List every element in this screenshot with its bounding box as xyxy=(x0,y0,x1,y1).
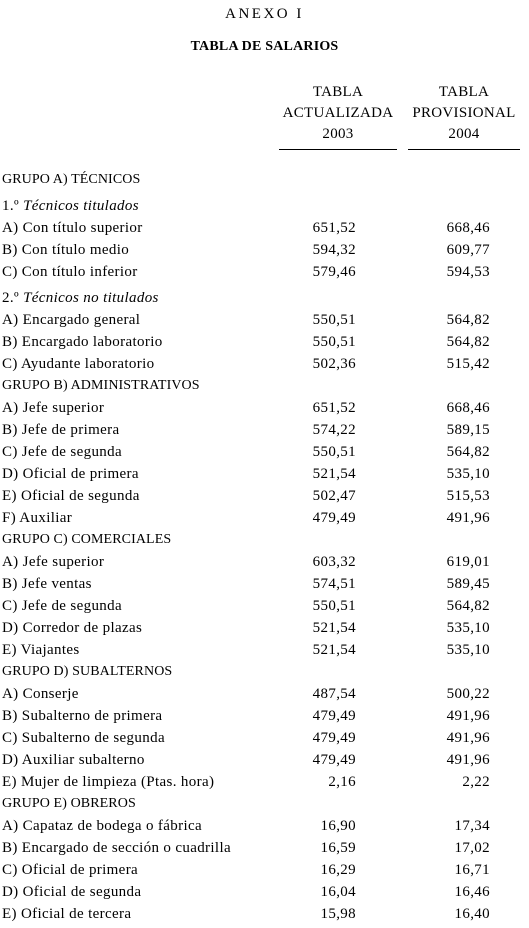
salary-2003: 2,16 xyxy=(328,774,356,790)
salary-2004: 17,34 xyxy=(454,818,490,834)
salary-2003: 603,32 xyxy=(312,554,356,570)
subgroup-title: Técnicos no titulados xyxy=(23,290,159,306)
category-label: C) Jefe de segunda xyxy=(2,444,123,460)
salary-2004: 564,82 xyxy=(446,598,490,614)
group-heading xyxy=(0,375,529,397)
column-header-line: PROVISIONAL xyxy=(412,105,516,121)
salary-2003: 521,54 xyxy=(312,466,356,482)
category-label: C) Ayudante laboratorio xyxy=(2,356,155,372)
subgroup-number: 2.º xyxy=(2,290,24,306)
salary-2003: 16,04 xyxy=(320,884,356,900)
table-row xyxy=(0,485,529,507)
category-label: B) Subalterno de primera xyxy=(2,708,163,724)
table-row xyxy=(0,683,529,705)
group-heading xyxy=(0,793,529,815)
salary-2004: 515,53 xyxy=(446,488,490,504)
table-row xyxy=(0,617,529,639)
category-label: E) Mujer de limpieza (Ptas. hora) xyxy=(2,774,215,790)
salary-2004: 16,40 xyxy=(454,906,490,922)
category-label: B) Encargado de sección o cuadrilla xyxy=(2,840,231,856)
column-header-line: TABLA xyxy=(312,84,364,100)
salary-2003: 502,36 xyxy=(312,356,356,372)
column-underline xyxy=(408,149,520,150)
table-row xyxy=(0,881,529,903)
salary-2004: 535,10 xyxy=(446,466,490,482)
salary-2003: 550,51 xyxy=(312,598,356,614)
salary-2003: 651,52 xyxy=(312,400,356,416)
table-row xyxy=(0,639,529,661)
salary-2004: 491,96 xyxy=(446,708,490,724)
table-row xyxy=(0,727,529,749)
salary-2004: 564,82 xyxy=(446,312,490,328)
salary-2003: 521,54 xyxy=(312,620,356,636)
salary-2004: 491,96 xyxy=(446,730,490,746)
salary-2004: 17,02 xyxy=(454,840,490,856)
category-label: D) Oficial de primera xyxy=(2,466,139,482)
category-label: A) Con título superior xyxy=(2,220,143,236)
group-label: GRUPO B) ADMINISTRATIVOS xyxy=(2,378,200,393)
group-label: GRUPO A) TÉCNICOS xyxy=(2,172,141,187)
table-row xyxy=(0,463,529,485)
salary-2003: 487,54 xyxy=(312,686,356,702)
salary-2003: 550,51 xyxy=(312,444,356,460)
table-row xyxy=(0,749,529,771)
category-label: D) Oficial de segunda xyxy=(2,884,142,900)
salary-2004: 619,01 xyxy=(446,554,490,570)
category-label: D) Auxiliar subalterno xyxy=(2,752,145,768)
column-header-2003 xyxy=(279,82,397,150)
salary-2003: 16,29 xyxy=(320,862,356,878)
table-row xyxy=(0,595,529,617)
subgroup-heading xyxy=(0,195,529,217)
salary-2004: 564,82 xyxy=(446,334,490,350)
category-label: B) Jefe ventas xyxy=(2,576,92,592)
category-label: C) Con título inferior xyxy=(2,264,138,280)
table-row xyxy=(0,309,529,331)
table-row xyxy=(0,507,529,529)
table-row xyxy=(0,815,529,837)
subgroup-label xyxy=(2,287,159,309)
table-title: TABLA DE SALARIOS xyxy=(190,39,339,54)
group-label: GRUPO E) OBREROS xyxy=(2,796,136,811)
salary-2003: 579,46 xyxy=(312,264,356,280)
salary-2003: 16,90 xyxy=(320,818,356,834)
category-label: E) Viajantes xyxy=(2,642,80,658)
salary-2003: 594,32 xyxy=(312,242,356,258)
column-header-line: TABLA xyxy=(438,84,490,100)
group-heading xyxy=(0,661,529,683)
salary-2004: 668,46 xyxy=(446,400,490,416)
category-label: C) Oficial de primera xyxy=(2,862,139,878)
salary-2004: 535,10 xyxy=(446,642,490,658)
table-row xyxy=(0,217,529,239)
table-row xyxy=(0,353,529,375)
salary-2003: 479,49 xyxy=(312,752,356,768)
salary-2004: 564,82 xyxy=(446,444,490,460)
salary-2004: 589,15 xyxy=(446,422,490,438)
category-label: A) Conserje xyxy=(2,686,79,702)
column-header-2004 xyxy=(408,82,520,150)
salary-2004: 2,22 xyxy=(462,774,490,790)
category-label: C) Subalterno de segunda xyxy=(2,730,165,746)
category-label: A) Encargado general xyxy=(2,312,141,328)
salary-2003: 574,51 xyxy=(312,576,356,592)
salary-2003: 651,52 xyxy=(312,220,356,236)
salary-2003: 16,59 xyxy=(320,840,356,856)
table-row xyxy=(0,261,529,283)
salary-2003: 479,49 xyxy=(312,510,356,526)
table-row xyxy=(0,331,529,353)
column-header-line: 2004 xyxy=(448,126,480,142)
salary-2003: 502,47 xyxy=(312,488,356,504)
category-label: E) Oficial de tercera xyxy=(2,906,132,922)
salary-2004: 609,77 xyxy=(446,242,490,258)
category-label: A) Jefe superior xyxy=(2,554,105,570)
salary-2004: 16,71 xyxy=(454,862,490,878)
salary-2004: 668,46 xyxy=(446,220,490,236)
table-row xyxy=(0,903,529,925)
table-row xyxy=(0,419,529,441)
salary-2003: 550,51 xyxy=(312,334,356,350)
column-header-line: ACTUALIZADA xyxy=(282,105,394,121)
table-row xyxy=(0,705,529,727)
annex-title: ANEXO I xyxy=(225,6,304,22)
group-label: GRUPO D) SUBALTERNOS xyxy=(2,664,173,679)
category-label: B) Con título medio xyxy=(2,242,130,258)
group-heading xyxy=(0,529,529,551)
salary-2004: 491,96 xyxy=(446,510,490,526)
salary-2003: 521,54 xyxy=(312,642,356,658)
column-header-line: 2003 xyxy=(322,126,354,142)
category-label: A) Capataz de bodega o fábrica xyxy=(2,818,202,834)
subgroup-label xyxy=(2,195,139,217)
table-row xyxy=(0,837,529,859)
salary-2004: 594,53 xyxy=(446,264,490,280)
salary-2003: 479,49 xyxy=(312,730,356,746)
subgroup-heading xyxy=(0,287,529,309)
salary-2004: 16,46 xyxy=(454,884,490,900)
salary-2004: 589,45 xyxy=(446,576,490,592)
subgroup-number: 1.º xyxy=(2,198,24,214)
category-label: B) Encargado laboratorio xyxy=(2,334,163,350)
category-label: C) Jefe de segunda xyxy=(2,598,123,614)
table-row xyxy=(0,239,529,261)
category-label: E) Oficial de segunda xyxy=(2,488,140,504)
table-row xyxy=(0,397,529,419)
salary-2003: 574,22 xyxy=(312,422,356,438)
table-row xyxy=(0,771,529,793)
table-row xyxy=(0,441,529,463)
salary-2004: 515,42 xyxy=(446,356,490,372)
table-row xyxy=(0,859,529,881)
table-row xyxy=(0,551,529,573)
salary-2003: 15,98 xyxy=(320,906,356,922)
column-underline xyxy=(279,149,397,150)
group-label: GRUPO C) COMERCIALES xyxy=(2,532,172,547)
category-label: A) Jefe superior xyxy=(2,400,105,416)
category-label: D) Corredor de plazas xyxy=(2,620,143,636)
subgroup-title: Técnicos titulados xyxy=(23,198,139,214)
salary-2004: 535,10 xyxy=(446,620,490,636)
salary-2004: 491,96 xyxy=(446,752,490,768)
salary-2004: 500,22 xyxy=(446,686,490,702)
table-row xyxy=(0,573,529,595)
salary-2003: 550,51 xyxy=(312,312,356,328)
category-label: B) Jefe de primera xyxy=(2,422,120,438)
category-label: F) Auxiliar xyxy=(2,510,73,526)
group-heading xyxy=(0,169,529,191)
salary-2003: 479,49 xyxy=(312,708,356,724)
